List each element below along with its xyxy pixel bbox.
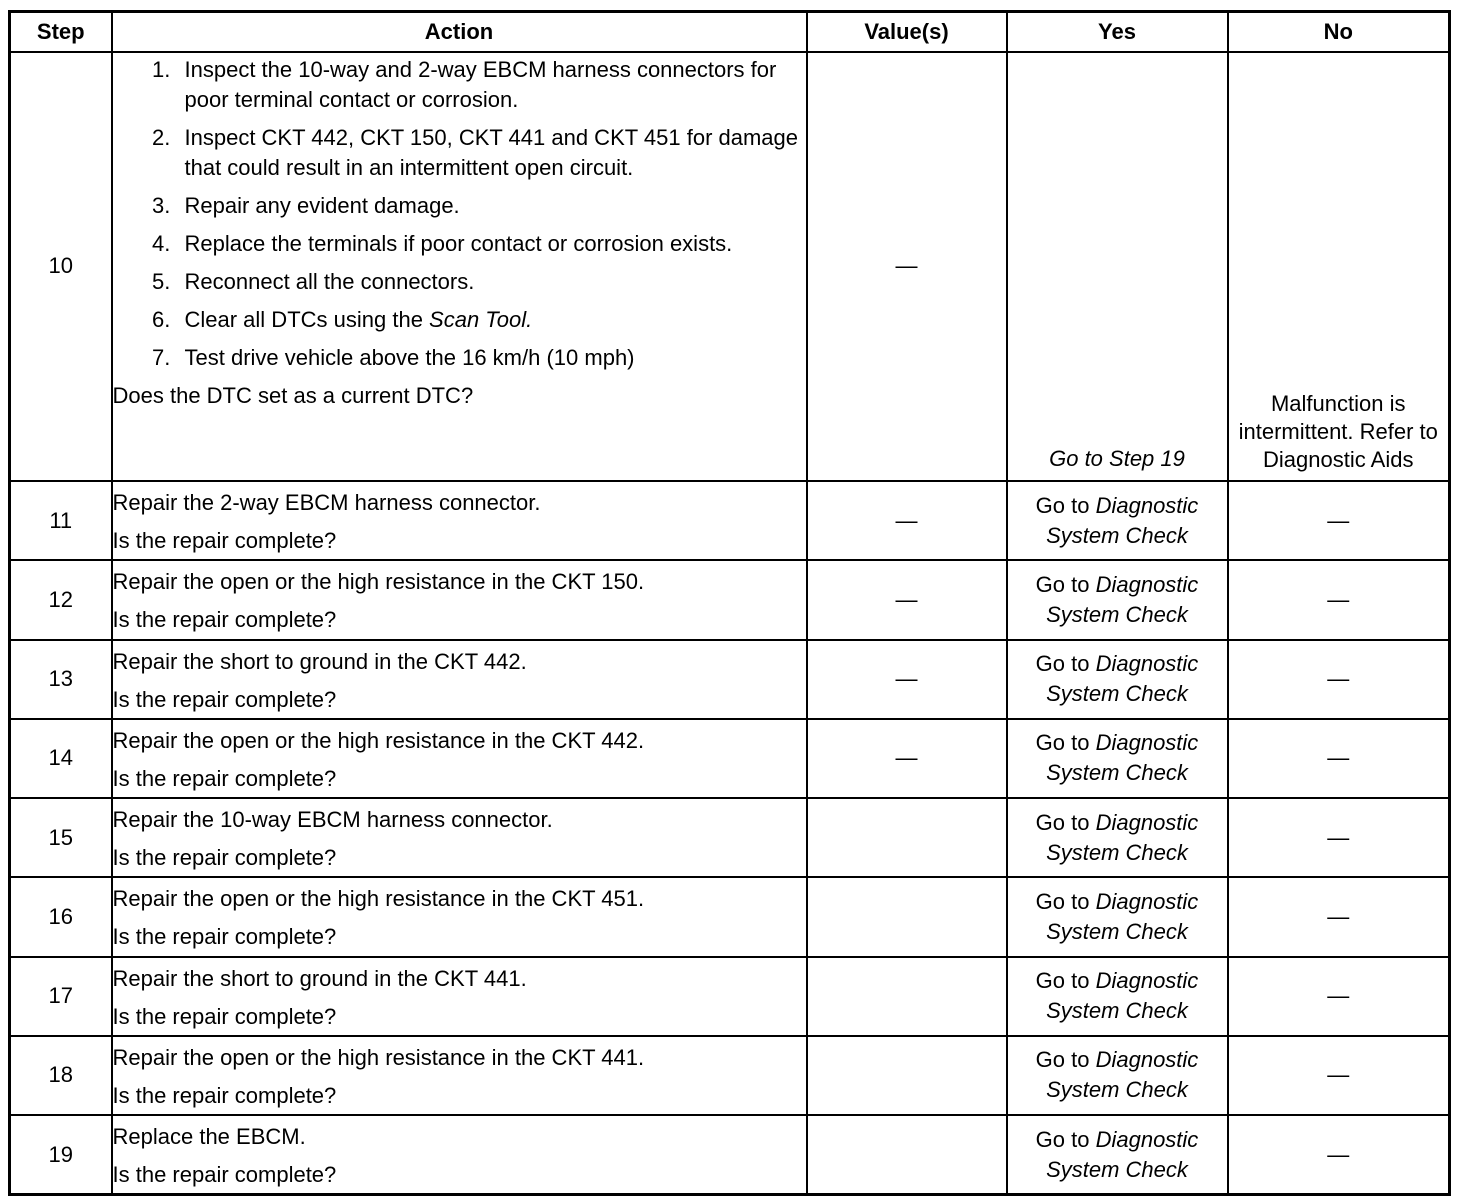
diagnostic-text: Diagnostic xyxy=(1095,1047,1199,1073)
value-cell: — xyxy=(807,481,1007,560)
action-step-item xyxy=(177,305,806,335)
action-question: Is the repair complete? xyxy=(112,528,337,553)
action-question: Is the repair complete? xyxy=(112,686,337,712)
action-text: Replace the EBCM. xyxy=(112,1124,306,1150)
go-to-text: Go to xyxy=(1035,1047,1096,1073)
value-cell xyxy=(807,1036,1007,1115)
go-to-text: Go to xyxy=(1035,571,1096,597)
action-text: Repair the short to ground in the CKT 441. xyxy=(112,965,527,991)
action-cell xyxy=(112,798,807,877)
yes-cell xyxy=(1007,719,1228,798)
repair-rows xyxy=(10,481,1450,1195)
action-cell xyxy=(112,640,807,719)
value-cell: — xyxy=(807,640,1007,719)
action-step-item: 1. Inspect the 10-way and 2-way EBCM harness connectors for poor terminal contact or corrosion. xyxy=(177,55,806,115)
action-question: Does the DTC set as a current DTC? xyxy=(112,382,474,408)
step-number: 13 xyxy=(10,640,112,719)
step-number: 14 xyxy=(10,719,112,798)
action-cell xyxy=(112,1115,807,1194)
diagnostic-text: Diagnostic xyxy=(1095,730,1199,756)
system-check-text: System Check xyxy=(1046,601,1188,627)
no-cell: — xyxy=(1228,1115,1450,1194)
header-values: Value(s) xyxy=(807,12,1007,52)
table-row xyxy=(10,560,1450,639)
yes-cell xyxy=(1007,1036,1228,1115)
action-question: Is the repair complete? xyxy=(112,1162,337,1188)
step-number: 18 xyxy=(10,1036,112,1115)
action-cell xyxy=(112,52,807,482)
action-step-item: 3. Repair any evident damage. xyxy=(177,191,806,221)
diagnostic-text: Diagnostic xyxy=(1095,809,1199,835)
action-steps-list xyxy=(113,55,806,373)
action-cell xyxy=(112,1036,807,1115)
no-cell: Malfunction is intermittent. Refer to Diagnostic Aids xyxy=(1228,52,1450,482)
diagnostic-table xyxy=(8,10,1451,1196)
no-cell: — xyxy=(1228,640,1450,719)
diagnostic-text: Diagnostic xyxy=(1095,651,1199,677)
action-cell xyxy=(112,560,807,639)
action-question: Is the repair complete? xyxy=(112,607,337,633)
value-cell: — xyxy=(807,52,1007,482)
yes-cell xyxy=(1007,52,1228,482)
diagnostic-text: Diagnostic xyxy=(1095,1126,1199,1152)
header-action: Action xyxy=(112,12,807,52)
table-row xyxy=(10,1115,1450,1194)
no-cell: — xyxy=(1228,877,1450,956)
step-number: 12 xyxy=(10,560,112,639)
go-to-text: Go to xyxy=(1035,888,1096,914)
header-step: Step xyxy=(10,12,112,52)
action-text: Repair the short to ground in the CKT 442. xyxy=(112,648,527,674)
diagnostic-text: Diagnostic xyxy=(1095,571,1199,597)
table-row xyxy=(10,640,1450,719)
action-step-item: 4. Replace the terminals if poor contact or corrosion exists. xyxy=(177,229,806,259)
yes-cell xyxy=(1007,560,1228,639)
system-check-text: System Check xyxy=(1046,998,1188,1024)
step-number: 19 xyxy=(10,1115,112,1194)
table-row xyxy=(10,719,1450,798)
diagnostic-text: Diagnostic xyxy=(1095,968,1199,994)
diagnostic-text: Diagnostic xyxy=(1095,888,1199,914)
action-text: Repair the open or the high resistance in the CKT 441. xyxy=(112,1044,645,1070)
header-row xyxy=(10,12,1450,52)
action-text: Repair the 2-way EBCM harness connector. xyxy=(112,490,541,515)
header-yes: Yes xyxy=(1007,12,1228,52)
go-to-text: Go to xyxy=(1035,492,1096,518)
action-step-item: 7. Test drive vehicle above the 16 km/h (10 mph) xyxy=(177,343,806,373)
value-cell xyxy=(807,1115,1007,1194)
header-no: No xyxy=(1228,12,1450,52)
value-cell: — xyxy=(807,719,1007,798)
table-row xyxy=(10,481,1450,560)
table-row xyxy=(10,877,1450,956)
action-text: Repair the open or the high resistance in the CKT 150. xyxy=(112,569,645,595)
system-check-text: System Check xyxy=(1046,681,1188,707)
scan-tool-text: Scan Tool. xyxy=(429,306,533,332)
action-step-item: 2. Inspect CKT 442, CKT 150, CKT 441 and CKT 451 for damage that could result in an intermittent open circuit. xyxy=(177,123,806,183)
table-row xyxy=(10,798,1450,877)
go-to-text: Go to xyxy=(1035,730,1096,756)
system-check-text: System Check xyxy=(1046,760,1188,786)
yes-cell xyxy=(1007,957,1228,1036)
yes-link-text: Go to Step 19 xyxy=(1049,446,1185,471)
yes-cell xyxy=(1007,1115,1228,1194)
no-cell: — xyxy=(1228,1036,1450,1115)
table-row xyxy=(10,1036,1450,1115)
go-to-text: Go to xyxy=(1035,809,1096,835)
system-check-text: System Check xyxy=(1046,918,1188,944)
action-step-item: 5. Reconnect all the connectors. xyxy=(177,267,806,297)
no-cell: — xyxy=(1228,957,1450,1036)
action-question: Is the repair complete? xyxy=(112,924,337,950)
step-number: 10 xyxy=(10,52,112,482)
action-step-text: Clear all DTCs using the xyxy=(184,306,430,332)
action-question: Is the repair complete? xyxy=(112,1082,337,1108)
action-text: Repair the open or the high resistance in the CKT 442. xyxy=(112,727,645,753)
action-question: Is the repair complete? xyxy=(112,765,337,791)
yes-cell xyxy=(1007,640,1228,719)
table-row-step-10 xyxy=(10,52,1450,482)
no-cell: — xyxy=(1228,719,1450,798)
system-check-text: System Check xyxy=(1046,522,1188,548)
go-to-text: Go to xyxy=(1035,1126,1096,1152)
action-question: Is the repair complete? xyxy=(112,1003,337,1029)
action-cell xyxy=(112,481,807,560)
go-to-text: Go to xyxy=(1035,968,1096,994)
go-to-text: Go to xyxy=(1035,651,1096,677)
no-cell: — xyxy=(1228,481,1450,560)
yes-cell xyxy=(1007,798,1228,877)
system-check-text: System Check xyxy=(1046,1156,1188,1182)
no-cell: — xyxy=(1228,560,1450,639)
system-check-text: System Check xyxy=(1046,1077,1188,1103)
step-number: 17 xyxy=(10,957,112,1036)
no-cell: — xyxy=(1228,798,1450,877)
value-cell xyxy=(807,957,1007,1036)
diagnostic-text: Diagnostic xyxy=(1095,492,1199,518)
table-row xyxy=(10,957,1450,1036)
step-number: 11 xyxy=(10,481,112,560)
action-cell xyxy=(112,719,807,798)
yes-cell xyxy=(1007,877,1228,956)
action-cell xyxy=(112,877,807,956)
value-cell xyxy=(807,877,1007,956)
system-check-text: System Check xyxy=(1046,839,1188,865)
yes-cell xyxy=(1007,481,1228,560)
action-text: Repair the 10-way EBCM harness connector. xyxy=(112,807,553,833)
action-text: Repair the open or the high resistance in the CKT 451. xyxy=(112,886,645,912)
action-question: Is the repair complete? xyxy=(112,845,337,871)
step-number: 15 xyxy=(10,798,112,877)
step-number: 16 xyxy=(10,877,112,956)
value-cell: — xyxy=(807,560,1007,639)
value-cell xyxy=(807,798,1007,877)
action-cell xyxy=(112,957,807,1036)
